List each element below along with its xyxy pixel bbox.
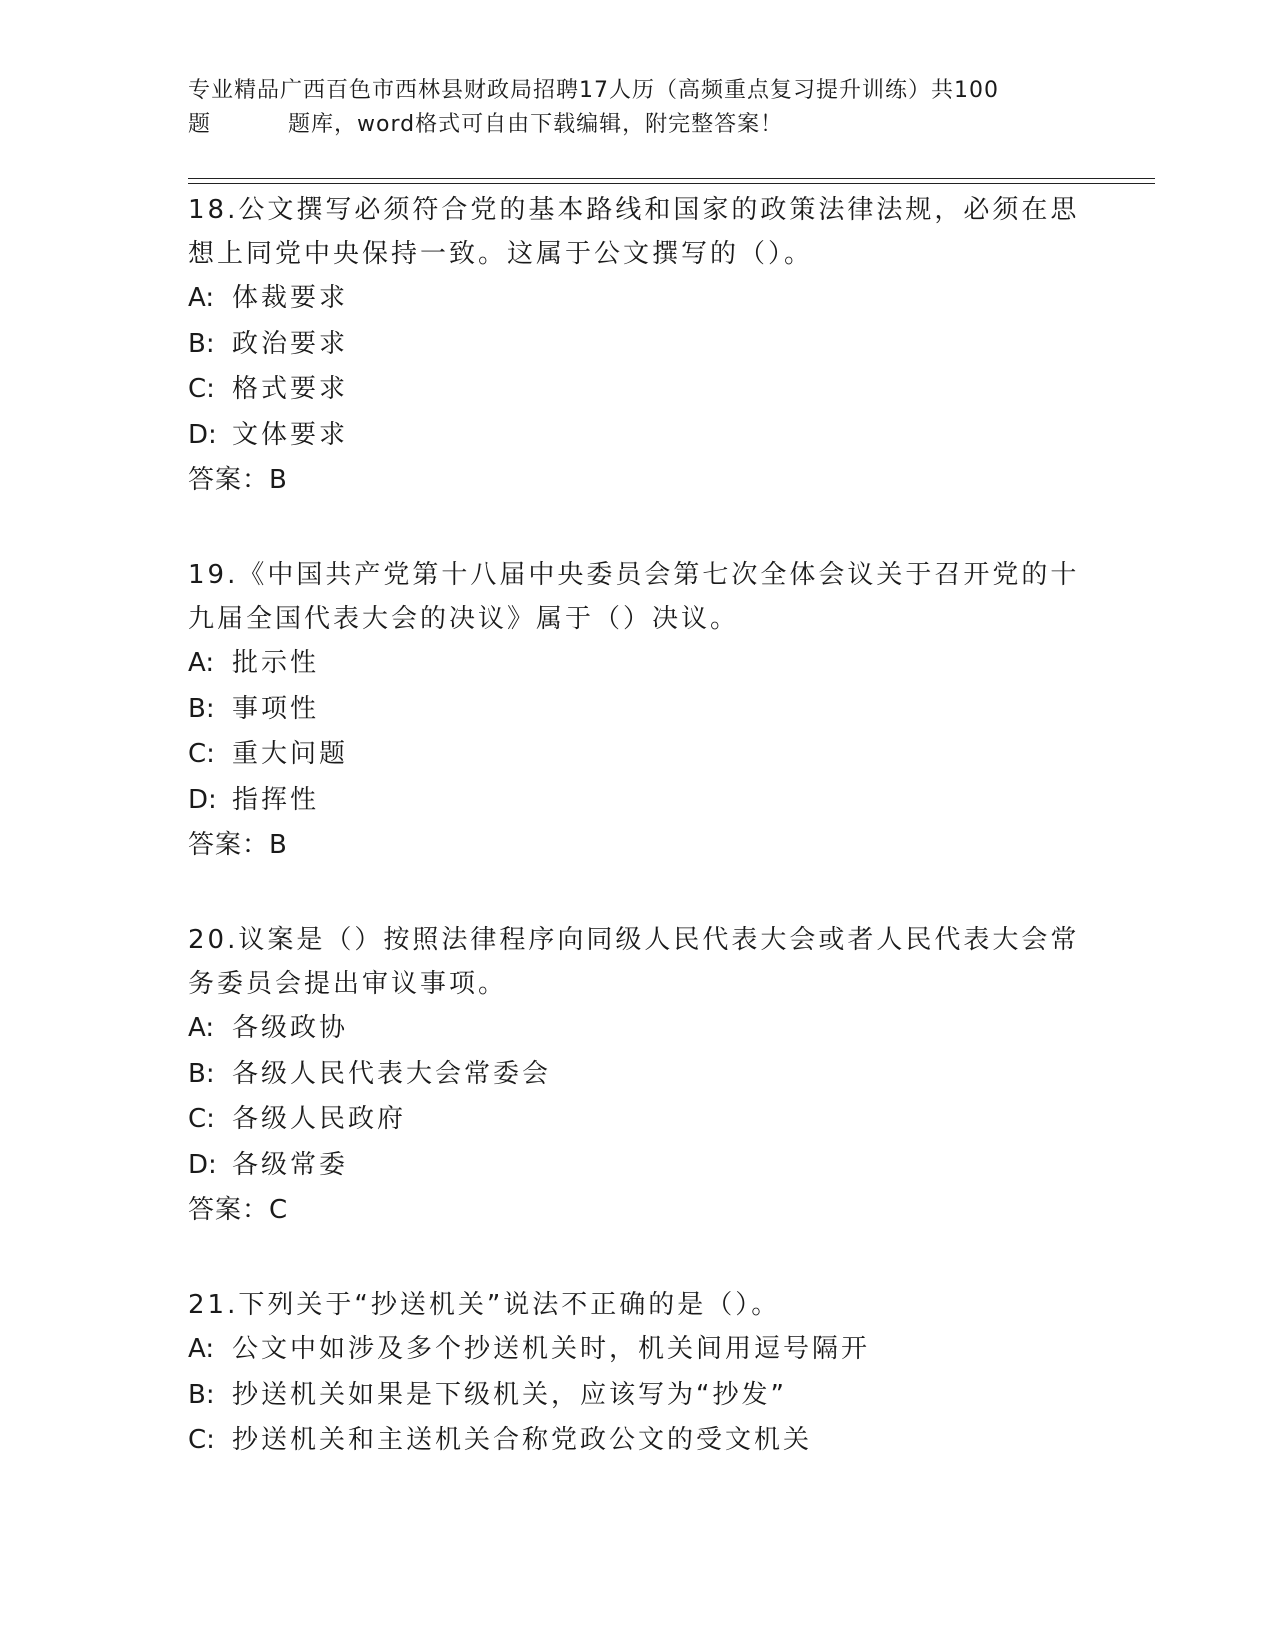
option-a (188, 1327, 1088, 1373)
option-key: C: (188, 1104, 215, 1134)
option-c (188, 1418, 1088, 1464)
option-text: 公文中如涉及多个抄送机关时，机关间用逗号隔开 (232, 1334, 871, 1364)
question-21 (188, 1283, 1088, 1464)
option-text: 批示性 (232, 648, 320, 678)
option-key: B: (188, 1379, 215, 1410)
answer: 答案：B (188, 465, 288, 495)
option-key: D: (188, 1149, 217, 1180)
option-key: A: (188, 1334, 215, 1364)
option-a (188, 276, 1088, 322)
document-header (188, 74, 1068, 142)
header-line-2-start: 题 (188, 112, 212, 137)
option-text: 格式要求 (232, 374, 349, 404)
option-c (188, 732, 1088, 778)
option-key: D: (188, 784, 217, 815)
option-d (188, 778, 1088, 824)
header-line-2 (188, 108, 1068, 142)
option-text: 重大问题 (232, 739, 349, 769)
option-a (188, 641, 1088, 687)
question-20 (188, 918, 1088, 1234)
option-text: 体裁要求 (232, 283, 349, 313)
answer: 答案：B (188, 830, 288, 860)
answer: 答案：C (188, 1195, 289, 1225)
option-text: 各级常委 (232, 1149, 349, 1180)
question-text: 20.议案是（）按照法律程序向同级人民代表大会或者人民代表大会常务委员会提出审议事项。 (188, 925, 1080, 999)
option-key: C: (188, 1425, 215, 1455)
option-key: A: (188, 1013, 215, 1043)
option-key: C: (188, 374, 215, 404)
header-line-2-end: 题库，word格式可自由下载编辑，附完整答案！ (288, 112, 784, 137)
header-line-1: 专业精品广西百色市西林县财政局招聘17人历（高频重点复习提升训练）共100 (188, 78, 999, 103)
option-text: 文体要求 (232, 419, 349, 450)
option-key: A: (188, 283, 215, 313)
question-text: 21.下列关于“抄送机关”说法不正确的是（）。 (188, 1290, 781, 1320)
option-text: 各级政协 (232, 1013, 349, 1043)
option-a (188, 1006, 1088, 1052)
question-19 (188, 553, 1088, 869)
header-divider-top (188, 178, 1155, 179)
question-text: 19.《中国共产党第十八届中央委员会第七次全体会议关于召开党的十九届全国代表大会的决议》属于（）决议。 (188, 560, 1080, 634)
option-key: D: (188, 419, 217, 450)
option-text: 指挥性 (232, 784, 320, 815)
option-text: 各级人民政府 (232, 1104, 407, 1134)
option-key: B: (188, 693, 215, 724)
option-b (188, 1052, 1088, 1098)
option-key: B: (188, 328, 215, 359)
option-d (188, 1143, 1088, 1189)
question-text: 18.公文撰写必须符合党的基本路线和国家的政策法律法规，必须在思想上同党中央保持一致。这属于公文撰写的（）。 (188, 195, 1080, 269)
option-key: A: (188, 648, 215, 678)
option-c (188, 1097, 1088, 1143)
header-divider-bottom (188, 183, 1155, 184)
option-b (188, 687, 1088, 733)
option-key: B: (188, 1058, 215, 1089)
option-b (188, 322, 1088, 368)
option-b (188, 1373, 1088, 1419)
option-text: 抄送机关如果是下级机关，应该写为“抄发” (232, 1379, 787, 1410)
option-text: 事项性 (232, 693, 320, 724)
option-text: 各级人民代表大会常委会 (232, 1058, 552, 1089)
option-key: C: (188, 739, 215, 769)
option-text: 抄送机关和主送机关合称党政公文的受文机关 (232, 1425, 813, 1455)
question-18 (188, 188, 1088, 504)
option-d (188, 413, 1088, 459)
option-c (188, 367, 1088, 413)
option-text: 政治要求 (232, 328, 349, 359)
